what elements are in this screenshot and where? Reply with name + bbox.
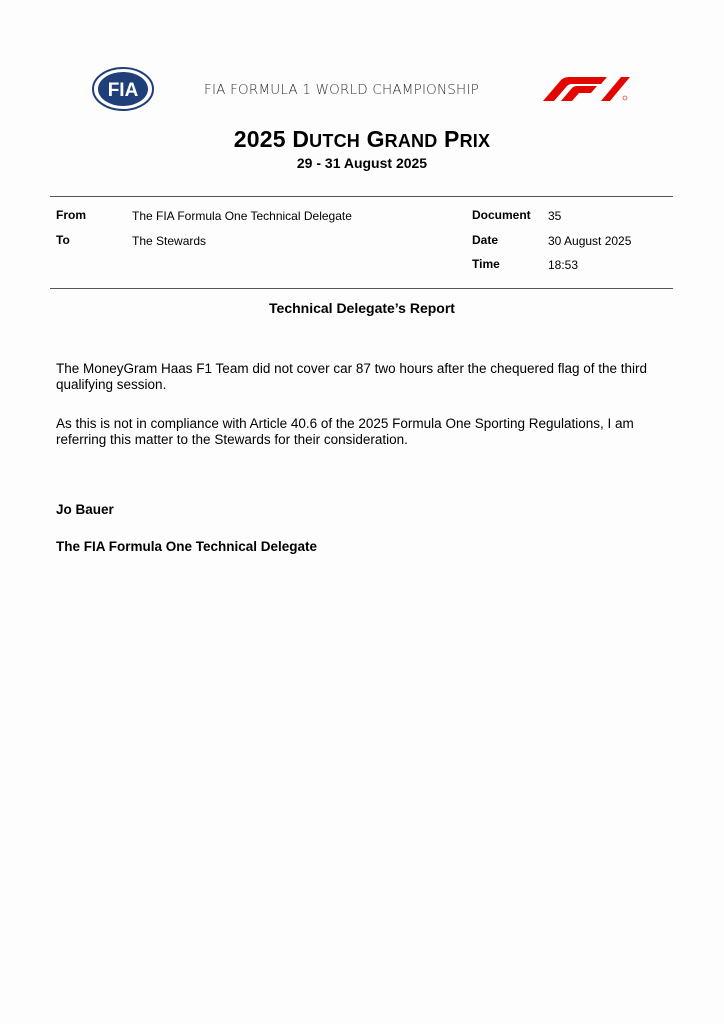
fia-logo xyxy=(92,67,154,111)
divider-bottom xyxy=(50,288,673,289)
fia-logo-text: FIA xyxy=(107,80,139,101)
event-title-d: D xyxy=(292,126,310,152)
event-title-year: 2025 xyxy=(233,126,286,152)
from-value: The FIA Formula One Technical Delegate xyxy=(132,209,352,223)
date-label: Date xyxy=(472,233,499,247)
document-value: 35 xyxy=(548,209,562,223)
time-label: Time xyxy=(472,257,500,271)
event-title-utch: UTCH xyxy=(309,131,360,151)
signatory-name: Jo Bauer xyxy=(56,502,114,517)
championship-title: FIA FORMULA 1 WORLD CHAMPIONSHIP xyxy=(204,82,479,98)
report-paragraph-2: As this is not in compliance with Article 40.6 of the 2025 Formula One Sporting Regulations, I am referring this matter to the Stewards for their consideration. xyxy=(56,416,634,447)
event-title-rand: RAND xyxy=(384,131,438,151)
to-value: The Stewards xyxy=(132,234,207,248)
signatory-role: The FIA Formula One Technical Delegate xyxy=(56,539,318,554)
event-dates: 29 - 31 August 2025 xyxy=(296,155,428,171)
event-title-g: G xyxy=(366,126,385,152)
report-paragraph-1: The MoneyGram Haas F1 Team did not cover car 87 two hours after the chequered flag of the third qualifying session. xyxy=(56,361,648,392)
f1-logo xyxy=(541,76,631,102)
event-title xyxy=(0,126,724,153)
divider-top xyxy=(50,196,673,197)
document-label: Document xyxy=(472,208,531,222)
from-label: From xyxy=(56,208,86,222)
report-title: Technical Delegate’s Report xyxy=(269,300,455,316)
event-title-rix: RIX xyxy=(459,131,491,151)
event-title-p: P xyxy=(444,126,460,152)
time-value: 18:53 xyxy=(548,258,579,272)
date-value: 30 August 2025 xyxy=(548,234,632,248)
to-label: To xyxy=(56,233,70,247)
